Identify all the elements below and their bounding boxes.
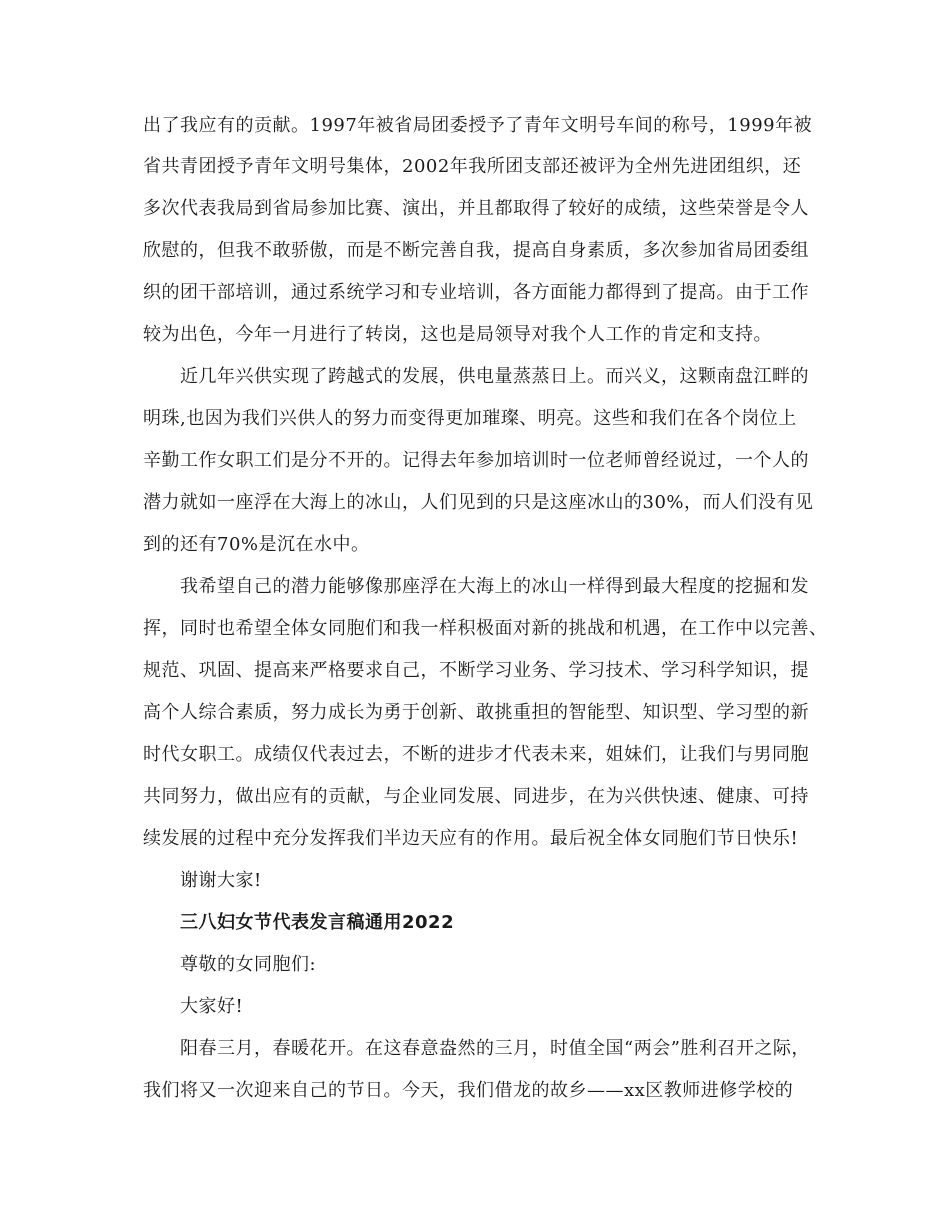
text-line: 时代女职工。成绩仅代表过去，不断的进步才代表未来，姐妹们，让我们与男同胞 <box>143 744 809 765</box>
paragraph-start-line: 近几年兴供实现了跨越式的发展，供电量蒸蒸日上。而兴义，这颗南盘江畔的 <box>180 366 809 387</box>
text-line: 挥，同时也希望全体女同胞们和我一样积极面对新的挑战和机遇，在工作中以完善、 <box>143 618 828 639</box>
text-line: 明珠,也因为我们兴供人的努力而变得更加璀璨、明亮。这些和我们在各个岗位上 <box>143 408 797 429</box>
text-line: 到的还有70%是沉在水中。 <box>143 534 370 555</box>
text-line: 省共青团授予青年文明号集体，2002年我所团支部还被评为全州先进团组织，还 <box>143 156 802 177</box>
text-line: 出了我应有的贡献。1997年被省局团委授予了青年文明号车间的称号，1999年被 <box>143 115 813 136</box>
text-line: 续发展的过程中充分发挥我们半边天应有的作用。最后祝全体女同胞们节日快乐! <box>143 828 799 849</box>
text-line: 规范、巩固、提高来严格要求自己，不断学习业务、学习技术、学习科学知识，提 <box>143 660 809 681</box>
text-line: 高个人综合素质，努力成长为勇于创新、敢挑重担的智能型、知识型、学习型的新 <box>143 702 809 723</box>
text-line: 较为出色，今年一月进行了转岗，这也是局领导对我个人工作的肯定和支持。 <box>143 324 772 345</box>
text-line: 多次代表我局到省局参加比赛、演出，并且都取得了较好的成绩，这些荣誉是令人 <box>143 198 809 219</box>
text-line: 辛勤工作女职工们是分不开的。记得去年参加培训时一位老师曾经说过，一个人的 <box>143 450 809 471</box>
salutation-line: 尊敬的女同胞们: <box>180 954 317 975</box>
closing-line: 谢谢大家! <box>180 870 262 891</box>
text-line: 共同努力，做出应有的贡献，与企业同发展、同进步，在为兴供快速、健康、可持 <box>143 786 809 807</box>
text-line: 织的团干部培训，通过系统学习和专业培训，各方面能力都得到了提高。由于工作 <box>143 282 809 303</box>
text-line: 欣慰的，但我不敢骄傲，而是不断完善自我，提高自身素质，多次参加省局团委组 <box>143 240 809 261</box>
text-line: 潜力就如一座浮在大海上的冰山，人们见到的只是这座冰山的30%，而人们没有见 <box>143 492 814 513</box>
greeting-line: 大家好! <box>180 996 244 1017</box>
paragraph-start-line: 我希望自己的潜力能够像那座浮在大海上的冰山一样得到最大程度的挖掘和发 <box>180 576 809 597</box>
paragraph-start-line: 阳春三月，春暖花开。在这春意盎然的三月，时值全国“两会”胜利召开之际， <box>180 1038 810 1059</box>
section-heading: 三八妇女节代表发言稿通用2022 <box>180 912 455 933</box>
text-line: 我们将又一次迎来自己的节日。今天，我们借龙的故乡——xx区教师进修学校的 <box>143 1080 794 1101</box>
